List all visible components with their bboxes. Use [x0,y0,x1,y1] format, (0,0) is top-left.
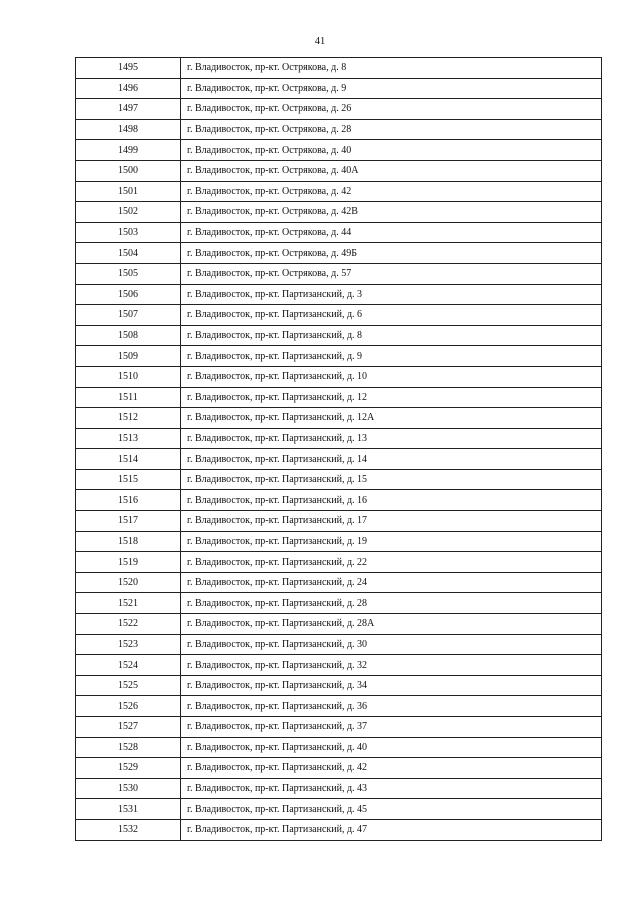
row-number-cell: 1504 [76,243,181,264]
address-cell: г. Владивосток, пр-кт. Партизанский, д. 3 [181,284,602,305]
row-number-cell: 1498 [76,119,181,140]
row-number-cell: 1503 [76,222,181,243]
address-cell: г. Владивосток, пр-кт. Острякова, д. 42 [181,181,602,202]
row-number-cell: 1508 [76,325,181,346]
row-number-cell: 1530 [76,778,181,799]
table-row [76,160,602,181]
table-row [76,717,602,738]
row-number-cell: 1516 [76,490,181,511]
address-cell: г. Владивосток, пр-кт. Партизанский, д. 22 [181,552,602,573]
table-row [76,387,602,408]
address-cell: г. Владивосток, пр-кт. Острякова, д. 57 [181,263,602,284]
table-row [76,614,602,635]
table-row [76,593,602,614]
row-number-cell: 1502 [76,202,181,223]
row-number-cell: 1515 [76,469,181,490]
row-number-cell: 1500 [76,160,181,181]
table-row [76,675,602,696]
table-row [76,490,602,511]
row-number-cell: 1528 [76,737,181,758]
table-row [76,243,602,264]
table-row [76,469,602,490]
table-row [76,366,602,387]
address-cell: г. Владивосток, пр-кт. Партизанский, д. 32 [181,655,602,676]
row-number-cell: 1517 [76,511,181,532]
table-row [76,99,602,120]
page-number: 41 [314,36,326,47]
row-number-cell: 1519 [76,552,181,573]
address-cell: г. Владивосток, пр-кт. Партизанский, д. 10 [181,366,602,387]
address-cell: г. Владивосток, пр-кт. Партизанский, д. 9 [181,346,602,367]
address-cell: г. Владивосток, пр-кт. Партизанский, д. 40 [181,737,602,758]
row-number-cell: 1518 [76,531,181,552]
address-cell: г. Владивосток, пр-кт. Острякова, д. 8 [181,58,602,79]
table-row [76,778,602,799]
row-number-cell: 1513 [76,428,181,449]
row-number-cell: 1524 [76,655,181,676]
table-row [76,58,602,79]
table-row [76,305,602,326]
row-number-cell: 1525 [76,675,181,696]
address-cell: г. Владивосток, пр-кт. Партизанский, д. 17 [181,511,602,532]
table-row [76,572,602,593]
row-number-cell: 1512 [76,408,181,429]
row-number-cell: 1506 [76,284,181,305]
address-cell: г. Владивосток, пр-кт. Партизанский, д. 37 [181,717,602,738]
address-cell: г. Владивосток, пр-кт. Партизанский, д. 12 [181,387,602,408]
row-number-cell: 1495 [76,58,181,79]
table-row [76,634,602,655]
address-cell: г. Владивосток, пр-кт. Острякова, д. 40А [181,160,602,181]
address-cell: г. Владивосток, пр-кт. Партизанский, д. 16 [181,490,602,511]
address-cell: г. Владивосток, пр-кт. Партизанский, д. 34 [181,675,602,696]
address-cell: г. Владивосток, пр-кт. Партизанский, д. 6 [181,305,602,326]
table-row [76,511,602,532]
table-row [76,531,602,552]
address-cell: г. Владивосток, пр-кт. Партизанский, д. 15 [181,469,602,490]
row-number-cell: 1510 [76,366,181,387]
row-number-cell: 1501 [76,181,181,202]
table-row [76,263,602,284]
address-cell: г. Владивосток, пр-кт. Партизанский, д. 47 [181,819,602,840]
address-cell: г. Владивосток, пр-кт. Острякова, д. 42В [181,202,602,223]
row-number-cell: 1505 [76,263,181,284]
table-row [76,346,602,367]
table-row [76,325,602,346]
row-number-cell: 1511 [76,387,181,408]
table-row [76,449,602,470]
table-row [76,655,602,676]
table-row [76,408,602,429]
table-row [76,819,602,840]
address-cell: г. Владивосток, пр-кт. Партизанский, д. 42 [181,758,602,779]
table-row [76,181,602,202]
row-number-cell: 1496 [76,78,181,99]
table-row [76,737,602,758]
address-cell: г. Владивосток, пр-кт. Острякова, д. 28 [181,119,602,140]
row-number-cell: 1529 [76,758,181,779]
address-cell: г. Владивосток, пр-кт. Партизанский, д. 45 [181,799,602,820]
address-cell: г. Владивосток, пр-кт. Партизанский, д. 43 [181,778,602,799]
table-row [76,222,602,243]
table-row [76,552,602,573]
table-row [76,758,602,779]
table-row [76,284,602,305]
row-number-cell: 1514 [76,449,181,470]
row-number-cell: 1526 [76,696,181,717]
table-row [76,140,602,161]
address-cell: г. Владивосток, пр-кт. Партизанский, д. 28А [181,614,602,635]
address-cell: г. Владивосток, пр-кт. Партизанский, д. 13 [181,428,602,449]
row-number-cell: 1520 [76,572,181,593]
address-cell: г. Владивосток, пр-кт. Партизанский, д. 24 [181,572,602,593]
row-number-cell: 1521 [76,593,181,614]
address-cell: г. Владивосток, пр-кт. Партизанский, д. 8 [181,325,602,346]
table-row [76,78,602,99]
address-cell: г. Владивосток, пр-кт. Острякова, д. 49Б [181,243,602,264]
address-cell: г. Владивосток, пр-кт. Острякова, д. 40 [181,140,602,161]
row-number-cell: 1527 [76,717,181,738]
row-number-cell: 1523 [76,634,181,655]
row-number-cell: 1532 [76,819,181,840]
table-row [76,119,602,140]
table-row [76,428,602,449]
row-number-cell: 1507 [76,305,181,326]
address-cell: г. Владивосток, пр-кт. Острякова, д. 26 [181,99,602,120]
address-cell: г. Владивосток, пр-кт. Партизанский, д. 28 [181,593,602,614]
address-cell: г. Владивосток, пр-кт. Партизанский, д. 30 [181,634,602,655]
table-row [76,799,602,820]
table-row [76,696,602,717]
row-number-cell: 1522 [76,614,181,635]
address-cell: г. Владивосток, пр-кт. Партизанский, д. 19 [181,531,602,552]
address-cell: г. Владивосток, пр-кт. Острякова, д. 9 [181,78,602,99]
address-table [75,57,602,841]
address-cell: г. Владивосток, пр-кт. Острякова, д. 44 [181,222,602,243]
table-row [76,202,602,223]
row-number-cell: 1531 [76,799,181,820]
address-table-body [76,58,602,841]
address-cell: г. Владивосток, пр-кт. Партизанский, д. 36 [181,696,602,717]
address-cell: г. Владивосток, пр-кт. Партизанский, д. 14 [181,449,602,470]
row-number-cell: 1497 [76,99,181,120]
address-cell: г. Владивосток, пр-кт. Партизанский, д. 12А [181,408,602,429]
row-number-cell: 1509 [76,346,181,367]
row-number-cell: 1499 [76,140,181,161]
